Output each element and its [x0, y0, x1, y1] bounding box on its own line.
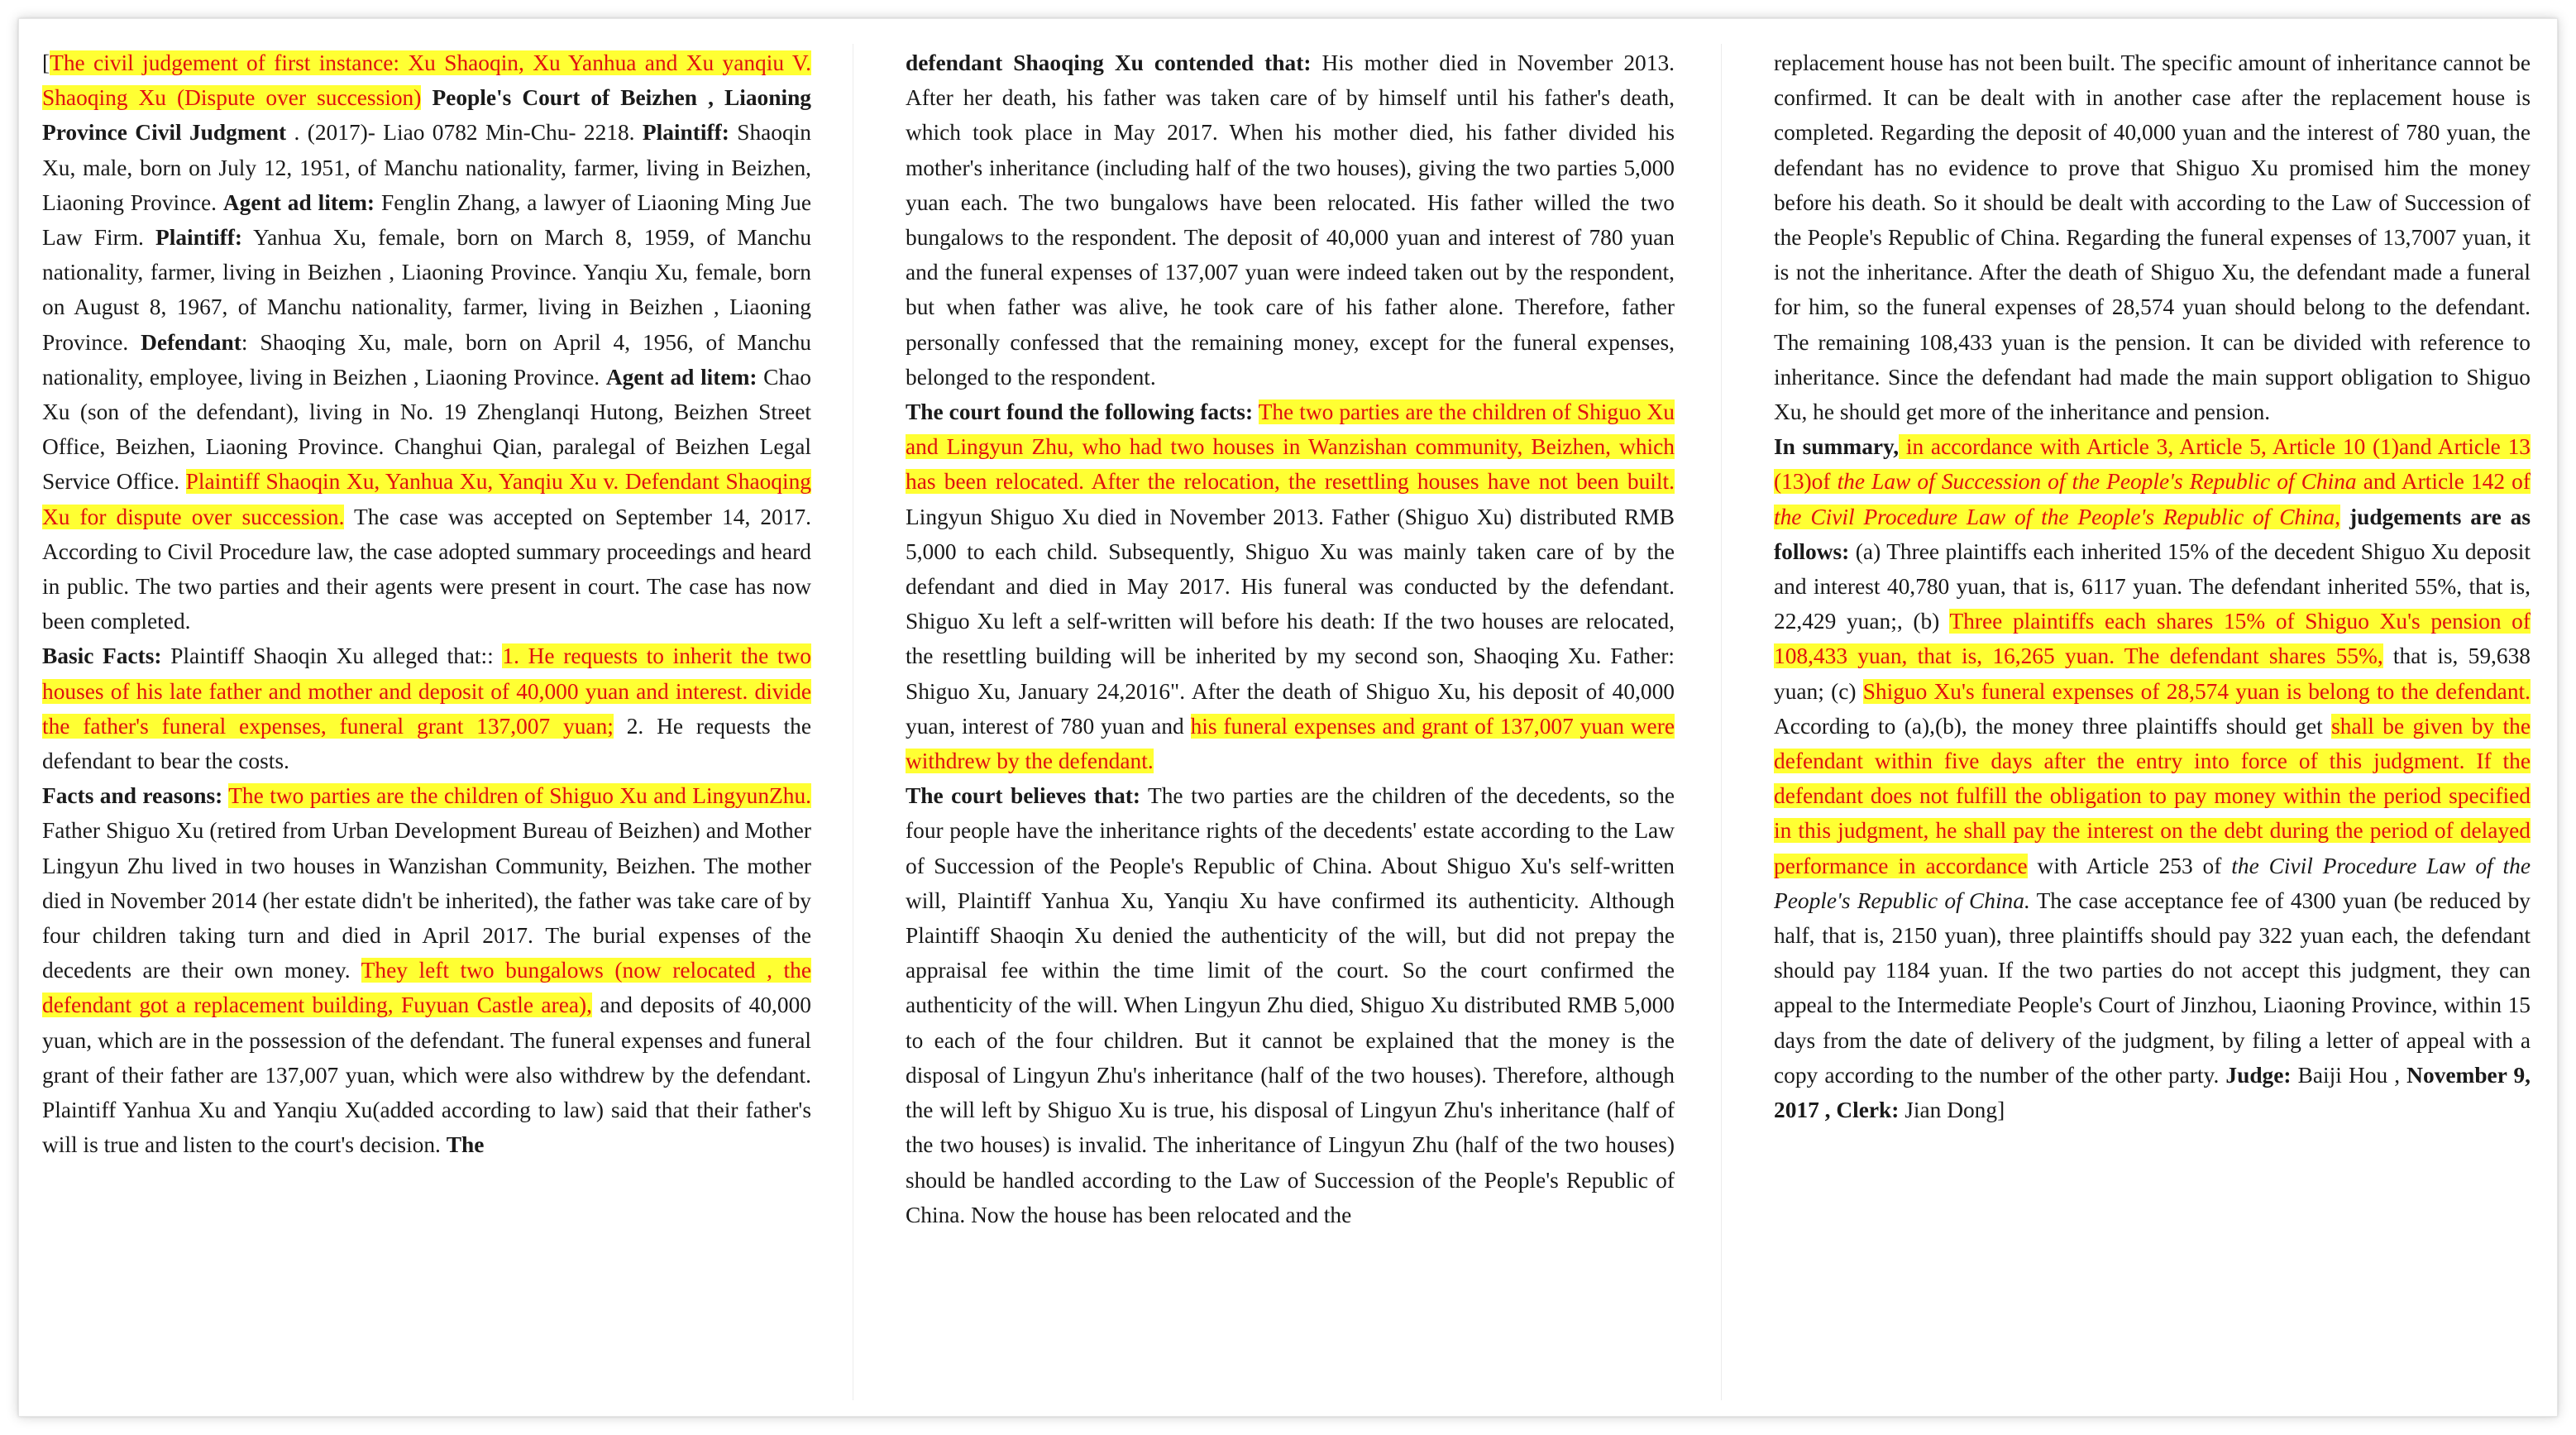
paragraph-case-header: [The civil judgement of first instance: Xu Shaoqin, Xu Yanhua and Xu yanqiu V. Shaoqing Xu (Dispute over succession) People's Court of Beizhen , Liaoning Province Civil Judgment . (2017)- Liao 0782 Min-Chu- 2218. Plaintiff: Shaoqin Xu, male, born on July 12, 1951, of Manchu nationality, farmer, living in Beizhen, Liaoning Province. Agent ad litem: Fenglin Zhang, a lawyer of Liaoning Ming Jue Law Firm. Plaintiff: Yanhua Xu, female, born on March 8, 1959, of Manchu nationality, farmer, living in Beizhen , Liaoning Province. Yanqiu Xu, female, born on August 8, 1967, of Manchu nationality, farmer, living in Beizhen , Liaoning Province. Defendant: Shaoqing Xu, male, born on April 4, 1956, of Manchu nationality, employee, living in Beizhen , Liaoning Province. Agent ad litem: Chao Xu (son of the defendant), living in No. 19 Zhenglanqi Hutong, Beizhen Street Office, Beizhen, Liaoning Province. Changhui Qian, paralegal of Beizhen Legal Service Office. Plaintiff Shaoqin Xu, Yanhua Xu, Yanqiu Xu v. Defendant Shaoqing Xu for dispute over succession. The case was accepted on September 14, 2017. According to Civil Procedure law, the case adopted summary proceedings and heard in public. The two parties and their agents were present in court. The case has now been completed. [42, 50, 811, 634]
court-name: People's Court of Beizhen , Liaoning Province Civil Judgment [42, 85, 811, 146]
paragraph-judgement: In summary, in accordance with Article 3, Article 5, Article 10 (1)and Article 13 (13)of the Law of Succession of the People's Republic of China and Article 142 of the Civil Procedure Law of the People's Republic of China, judgements are as follows: (a) Three plaintiffs each inherited 15% of the decedent Shiguo Xu deposit and interest 40,780 yuan, that is, 6117 yuan. The defendant inherited 55%, that is, 22,429 yuan;, (b) Three plaintiffs each shares 15% of Shiguo Xu's pension of 108,433 yuan, that is, 16,265 yuan. The defendant shares 55%, that is, 59,638 yuan; (c) Shiguo Xu's funeral expenses of 28,574 yuan is belong to the defendant. According to (a),(b), the money three plaintiffs should get shall be given by the defendant within five days after the entry into force of this judgment. If the defendant does not fulfill the obligation to pay money within the period specified in this judgment, he shall pay the interest on the debt during the period of delayed performance in accordance with Article 253 of the Civil Procedure Law of the People's Republic of China. The case acceptance fee of 4300 yuan (be reduced by half, that is, 2150 yuan), three plaintiffs should pay 322 yuan each, the defendant should pay 1184 yuan. If the two parties do not accept this judgment, they can appeal to the Intermediate People's Court of Jinzhou, Liaoning Province, within 15 days from the date of delivery of the judgment, by filing a letter of appeal with a copy according to the number of the other party. Judge: Baiji Hou , November 9, 2017 , Clerk: Jian Dong] [1774, 434, 2531, 1123]
document-page [18, 18, 2558, 1417]
paragraph-court-findings: The court found the following facts: The two parties are the children of Shiguo Xu and Lingyun Zhu, who had two houses in Wanzishan community, Beizhen, which has been relocated. After the relocation, the resettling houses have not been built. Lingyun Shiguo Xu died in November 2013. Father (Shiguo Xu) distributed RMB 5,000 to each child. Subsequently, Shiguo Xu was mainly taken care of by the defendant and died in May 2017. His funeral was conducted by the defendant. Shiguo Xu left a self-written will before his death: If the two houses are relocated, the resettling building will be inherited by my second son, Shaoqing Xu. Father: Shiguo Xu, January 24,2016". After the death of Shiguo Xu, his deposit of 40,000 yuan, interest of 780 yuan and his funeral expenses and grant of 137,007 yuan were withdrew by the defendant. [906, 399, 1675, 774]
section-heading: defendant Shaoqing Xu contended that: [906, 50, 1312, 75]
paragraph-defendant-contention: defendant Shaoqing Xu contended that: His mother died in November 2013. After her death, his father was taken care of by himself until his father's death, which took place in May 2017. When his mother died, his father divided his mother's inheritance (including half of the two houses), giving the two parties 5,000 yuan each. The two bungalows have been relocated. His father willed the two bungalows to the respondent. The deposit of 40,000 yuan and interest of 780 yuan and the funeral expenses of 137,007 yuan were indeed taken out by the respondent, but when father was alive, he took care of his father alone. Therefore, father personally confessed that the remaining money, except for the funeral expenses, belonged to the respondent. [906, 50, 1675, 390]
text-column-2 [906, 45, 1675, 1402]
text-column-3 [1774, 45, 2531, 1402]
highlighted-text: The two parties are the children of Shiguo Xu and Lingyun Zhu, who had two houses in Wanzishan community, Beizhen, which has been relocated. After the relocation, the resettling houses have not been built. [906, 399, 1675, 495]
highlighted-text: and Article 142 of [2356, 469, 2531, 495]
highlighted-text: Plaintiff Shaoqin Xu, Yanhua Xu, Yanqiu Xu v. Defendant Shaoqing Xu for dispute over succession. [42, 469, 811, 529]
highlighted-text: The civil judgement of first instance: Xu Shaoqin, Xu Yanhua and Xu yanqiu V. Shaoqing Xu (Dispute over succession) [42, 50, 811, 111]
section-heading: Facts and reasons: [42, 783, 223, 809]
section-heading: In summary, [1774, 434, 1900, 460]
column-divider [1721, 44, 1722, 1400]
highlighted-text: 1. He requests to inherit the two houses of his late father and mother and deposit of 40,000 yuan and interest. divide the father's funeral expenses, funeral grant 137,007 yuan; [42, 643, 811, 739]
section-heading: The court believes that: [906, 783, 1141, 809]
highlighted-text: shall be given by the defendant within five days after the entry into force of this judgment. If the defendant does not fulfill the obligation to pay money within the period specified in this judgment, he shall pay the interest on the debt during the period of delayed performance in accordance [1774, 713, 2531, 878]
highlighted-law-title: the Civil Procedure Law of the People's Republic of China [1774, 504, 2335, 529]
highlighted-law-title: the Law of Succession of the People's Republic of China [1837, 469, 2357, 495]
paragraph-basic-facts: Basic Facts: Plaintiff Shaoqin Xu alleged that:: 1. He requests to inherit the two houses of his late father and mother and deposit of 40,000 yuan and interest. divide the father's funeral expenses, funeral grant 137,007 yuan; 2. He requests the defendant to bear the costs. [42, 643, 811, 774]
section-heading: The court found the following facts: [906, 399, 1254, 425]
paragraph-inheritance-analysis: replacement house has not been built. The specific amount of inheritance cannot be confirmed. It can be dealt with in another case after the replacement house is completed. Regarding the deposit of 40,000 yuan and the interest of 780 yuan, the defendant has no evidence to prove that Shiguo Xu promised him the money before his death. So it should be dealt with according to the Law of Succession of the People's Republic of China. Regarding the funeral expenses of 13,7007 yuan, it is not the inheritance. After the death of Shiguo Xu, the defendant made a funeral for him, so the funeral expenses of 28,574 yuan should belong to the defendant. The remaining 108,433 yuan is the pension. It can be divided with reference to inheritance. Since the defendant had made the main support obligation to Shiguo Xu, he should get more of the inheritance and pension. [1774, 50, 2531, 425]
highlighted-text: his funeral expenses and grant of 137,007 yuan were withdrew by the defendant. [906, 713, 1675, 774]
highlighted-text: Shiguo Xu's funeral expenses of 28,574 yuan is belong to the defendant. [1862, 678, 2531, 704]
highlighted-text: Three plaintiffs each shares 15% of Shiguo Xu's pension of 108,433 yuan, that is, 16,265 yuan. The defendant shares 55%, [1774, 609, 2531, 669]
paragraph-court-believes: The court believes that: The two parties are the children of the decedents, so the four people have the inheritance rights of the decedents' estate according to the Law of Succession of the People's Republic of China. About Shiguo Xu's self-written will, Plaintiff Yanhua Xu, Yanqiu Xu have confirmed its authenticity. Although Plaintiff Shaoqin Xu denied the authenticity of the will, but did not prepay the appraisal fee within the time limit of the court. So the court confirmed the authenticity of the will. When Lingyun Zhu died, Shiguo Xu distributed RMB 5,000 to each of the four children. But it cannot be explained that the money is the disposal of Lingyun Zhu's inheritance (half of the two houses). Therefore, although the will left by Shiguo Xu is true, his disposal of Lingyun Zhu's inheritance (half of the two houses) is invalid. The inheritance of Lingyun Zhu (half of the two houses) should be handled according to the Law of Succession of the People's Republic of China. Now the house has been relocated and the [906, 783, 1675, 1227]
paragraph-facts-and-reasons: Facts and reasons: The two parties are the children of Shiguo Xu and LingyunZhu. Father Shiguo Xu (retired from Urban Development Bureau of Beizhen) and Mother Lingyun Zhu lived in two houses in Wanzishan Community, Beizhen. The mother died in November 2014 (her estate didn't be inherited), the father was take care of by four children taking turn and died in April 2017. The burial expenses of the decedents are their own money. They left two bungalows (now relocated , the defendant got a replacement building, Fuyuan Castle area), and deposits of 40,000 yuan, which are in the possession of the defendant. The funeral expenses and funeral grant of their father are 137,007 yuan, which were also withdrew by the defendant. Plaintiff Yanhua Xu and Yanqiu Xu(added according to law) said that their father's will is true and listen to the court's decision. The [42, 783, 811, 1158]
section-heading: Basic Facts: [42, 643, 162, 669]
law-title: the Civil Procedure Law of the People's Republic of China. [1774, 853, 2531, 913]
highlighted-text: in accordance with Article 3, Article 5, Article 10 (1)and Article 13 (13)of [1774, 434, 2531, 495]
highlighted-text: They left two bungalows (now relocated , the defendant got a replacement building, Fuyuan Castle area), [42, 958, 811, 1018]
text-column-1 [42, 45, 811, 1402]
highlighted-text: The two parties are the children of Shiguo Xu and LingyunZhu. [228, 783, 811, 809]
